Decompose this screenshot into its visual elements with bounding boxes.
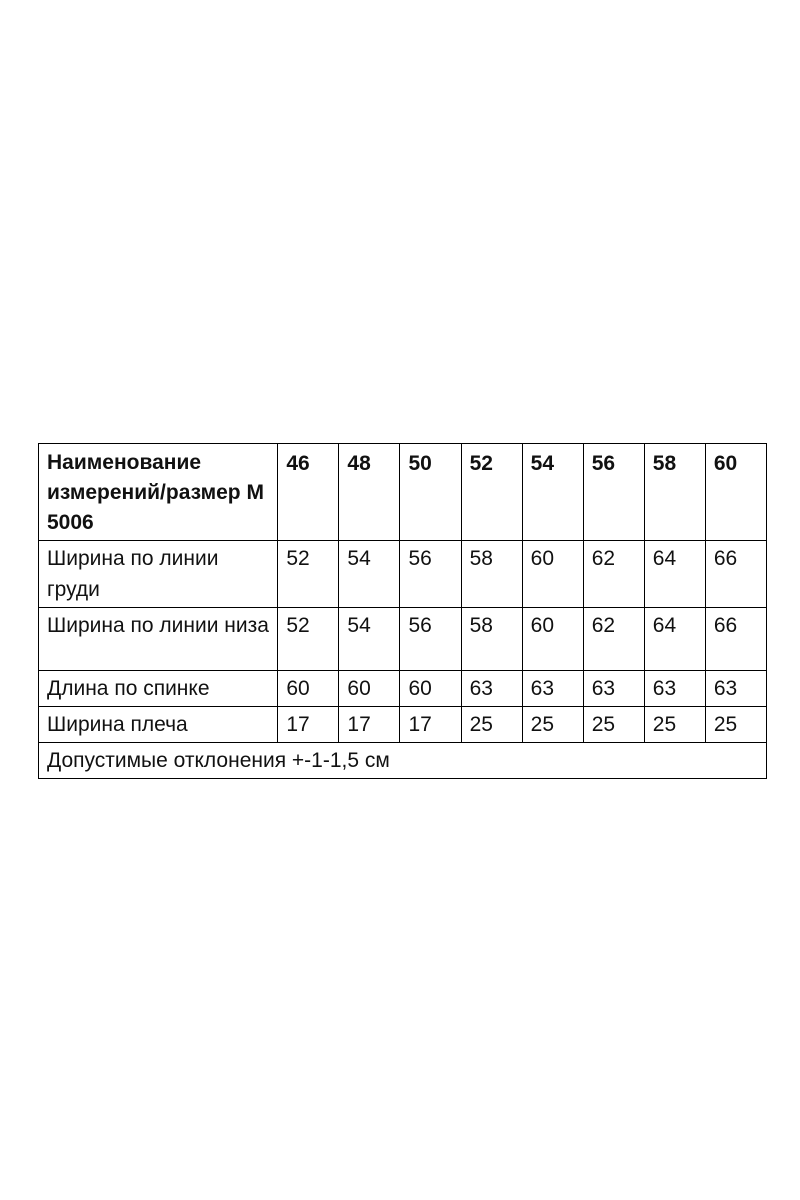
table-cell: 66 [705, 541, 766, 608]
table-cell: 66 [705, 608, 766, 671]
table-row-chest-width [39, 541, 767, 608]
table-cell: 62 [583, 608, 644, 671]
size-header-58: 58 [644, 444, 705, 541]
table-cell: 17 [278, 707, 339, 743]
table-cell: 25 [583, 707, 644, 743]
table-cell: 25 [522, 707, 583, 743]
table-cell: 56 [400, 608, 461, 671]
header-row [39, 444, 767, 541]
size-header-48: 48 [339, 444, 400, 541]
tolerance-note: Допустимые отклонения +-1-1,5 см [39, 743, 767, 779]
measurement-name-header: Наименование измерений/размер М 5006 [39, 444, 278, 541]
table-cell: 56 [400, 541, 461, 608]
table-cell: 58 [461, 541, 522, 608]
table-cell: 63 [461, 671, 522, 707]
size-header-50: 50 [400, 444, 461, 541]
table-cell: 25 [705, 707, 766, 743]
table-row-hem-width [39, 608, 767, 671]
row-label: Ширина по линии низа [39, 608, 278, 671]
footer-row [39, 743, 767, 779]
table-row-back-length [39, 671, 767, 707]
size-chart-table [38, 443, 767, 779]
table-cell: 63 [644, 671, 705, 707]
table-cell: 63 [705, 671, 766, 707]
table-cell: 52 [278, 608, 339, 671]
size-header-52: 52 [461, 444, 522, 541]
table-cell: 64 [644, 608, 705, 671]
table-cell: 17 [400, 707, 461, 743]
table-cell: 58 [461, 608, 522, 671]
row-label: Длина по спинке [39, 671, 278, 707]
table-cell: 17 [339, 707, 400, 743]
table-row-shoulder-width [39, 707, 767, 743]
table-cell: 25 [461, 707, 522, 743]
table-cell: 60 [400, 671, 461, 707]
table-cell: 54 [339, 608, 400, 671]
table-cell: 63 [522, 671, 583, 707]
table-cell: 60 [522, 608, 583, 671]
table-cell: 64 [644, 541, 705, 608]
table-cell: 63 [583, 671, 644, 707]
table-cell: 62 [583, 541, 644, 608]
row-label: Ширина по линии груди [39, 541, 278, 608]
table-cell: 25 [644, 707, 705, 743]
table-cell: 60 [339, 671, 400, 707]
size-header-46: 46 [278, 444, 339, 541]
size-header-54: 54 [522, 444, 583, 541]
table-cell: 60 [278, 671, 339, 707]
row-label: Ширина плеча [39, 707, 278, 743]
table-cell: 60 [522, 541, 583, 608]
size-header-56: 56 [583, 444, 644, 541]
table-cell: 54 [339, 541, 400, 608]
size-header-60: 60 [705, 444, 766, 541]
table-cell: 52 [278, 541, 339, 608]
